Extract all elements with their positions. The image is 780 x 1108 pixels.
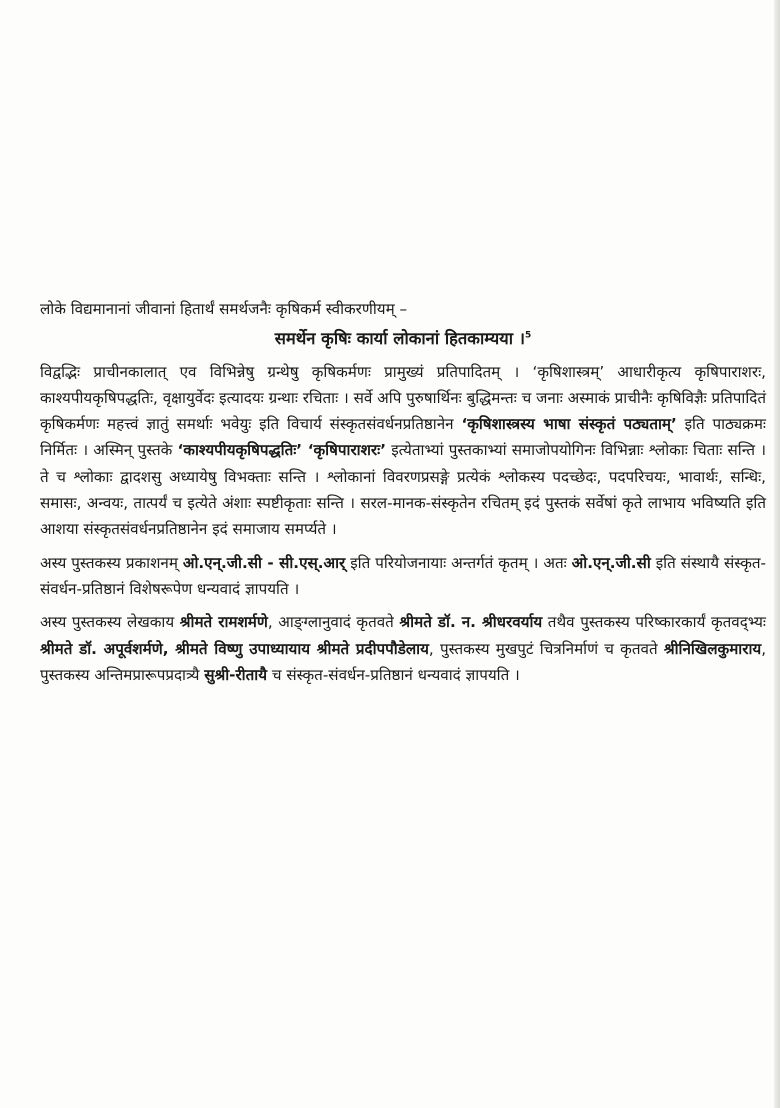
verse-text: समर्थेन कृषिः कार्या लोकानां हितकाम्यया । (274, 329, 526, 349)
paragraph-1-text-c: इत्येताभ्यां पुस्तकाभ्यां समाजोपयोगिनः विभिन्नाः श्लोकाः चिताः सन्ति । ते च श्लोकाः द्वादशसु अध्यायेषु विभक्ताः सन्ति । श्लोकानां विवरणप्रसङ्गे प्रत्येकं श्लोकस्य पदच्छेदः, पदपरिचयः, भावार्थः, सन्धिः, समासः, अन्वयः, तात्पर्यं च इत्येते अंशाः स्पष्टीकृताः सन्ति । सरल-मानक-संस्कृतेन रचितम् इदं पुस्तकं सर्वेषां कृते लाभाय भविष्यति इति आशया संस्कृतसंवर्धनप्रतिष्ठानेन इदं समाजाय समर्प्यते । (40, 441, 766, 539)
verse-line (40, 326, 766, 352)
paragraph-3-text-c: तथैव पुस्तकस्य परिष्कारकार्यं कृतवद्भ्यः (542, 613, 766, 632)
final-draft-name: सुश्री-रीतायै (204, 665, 268, 684)
paragraph-3-text-f: च संस्कृत-संवर्धन-प्रतिष्ठानं धन्यवादं ज्ञापयति । (267, 665, 520, 684)
page-content (40, 296, 766, 695)
paragraph-3-text-e: , पुस्तकस्य अन्तिमप्रारूपप्रदात्र्यै (40, 639, 767, 684)
paragraph-3-text-b: , आङ्ग्लानुवादं कृतवते (267, 613, 400, 632)
project-name: ओ.एन्.जी.सी - सी.एस्.आर् (182, 553, 346, 572)
paragraph-3-text-a: अस्य पुस्तकस्य लेखकाय (40, 613, 180, 632)
intro-line: लोके विद्यमानानां जीवानां हितार्थं समर्थजनैः कृषिकर्म स्वीकरणीयम् – (40, 300, 408, 318)
footnote-marker: 5 (525, 330, 532, 341)
paragraph-1-text-b: इति पाठ्यक्रमः निर्मितः । अस्मिन् पुस्तके (40, 415, 766, 460)
paragraph-2-text-c: इति संस्थायै संस्कृत-संवर्धन-प्रतिष्ठानं विशेषरूपेण धन्यवादं ज्ञापयति । (40, 553, 766, 598)
editor-names: श्रीमते डॉ. अपूर्वशर्मणे, श्रीमते विष्णु उपाध्यायाय श्रीमते प्रदीपपौडेलाय (40, 639, 429, 658)
cover-artist-name: श्रीनिखिलकुमाराय (663, 639, 762, 658)
paragraph-3 (40, 609, 766, 688)
page-edge-shadow (774, 0, 780, 1108)
translator-name: श्रीमते डॉ. न. श्रीधरवर्याय (399, 613, 543, 632)
organisation-name: ओ.एन्.जी.सी (571, 553, 651, 572)
course-title: ‘कृषिशास्त्रस्य भाषा संस्कृतं पठ्यताम्’ (461, 415, 677, 434)
paragraph-3-text-d: , पुस्तकस्य मुखपुटं चित्रनिर्माणं च कृतवते (428, 639, 664, 658)
paragraph-2-text-a: अस्य पुस्तकस्य प्रकाशनम् (40, 553, 183, 572)
paragraph-1 (40, 359, 766, 543)
author-name: श्रीमते रामशर्मणे (179, 613, 268, 632)
paragraph-1-text-a: विद्वद्भिः प्राचीनकालात् एव विभिन्नेषु ग्रन्थेषु कृषिकर्मणः प्रामुख्यं प्रतिपादितम् । ‘कृषिशास्त्रम्’ आधारीकृत्य कृषिपाराशरः, काश्यपीयकृषिपद्धतिः, वृक्षायुर्वेदः इत्यादयः ग्रन्थाः रचिताः । सर्वे अपि पुरुषार्थिनः बुद्धिमन्तः च जनाः अस्माकं प्राचीनैः कृषिविज्ञैः प्रतिपादितं कृषिकर्मणः महत्त्वं ज्ञातुं समर्थाः भवेयुः इति विचार्य संस्कृतसंवर्धनप्रतिष्ठानेन (40, 362, 766, 434)
paragraph-2-text-b: इति परियोजनायाः अन्तर्गतं कृतम् । अतः (345, 553, 572, 572)
source-books: ‘काश्यपीयकृषिपद्धतिः’ ‘कृषिपाराशरः’ (177, 441, 386, 460)
paragraph-2 (40, 550, 766, 603)
